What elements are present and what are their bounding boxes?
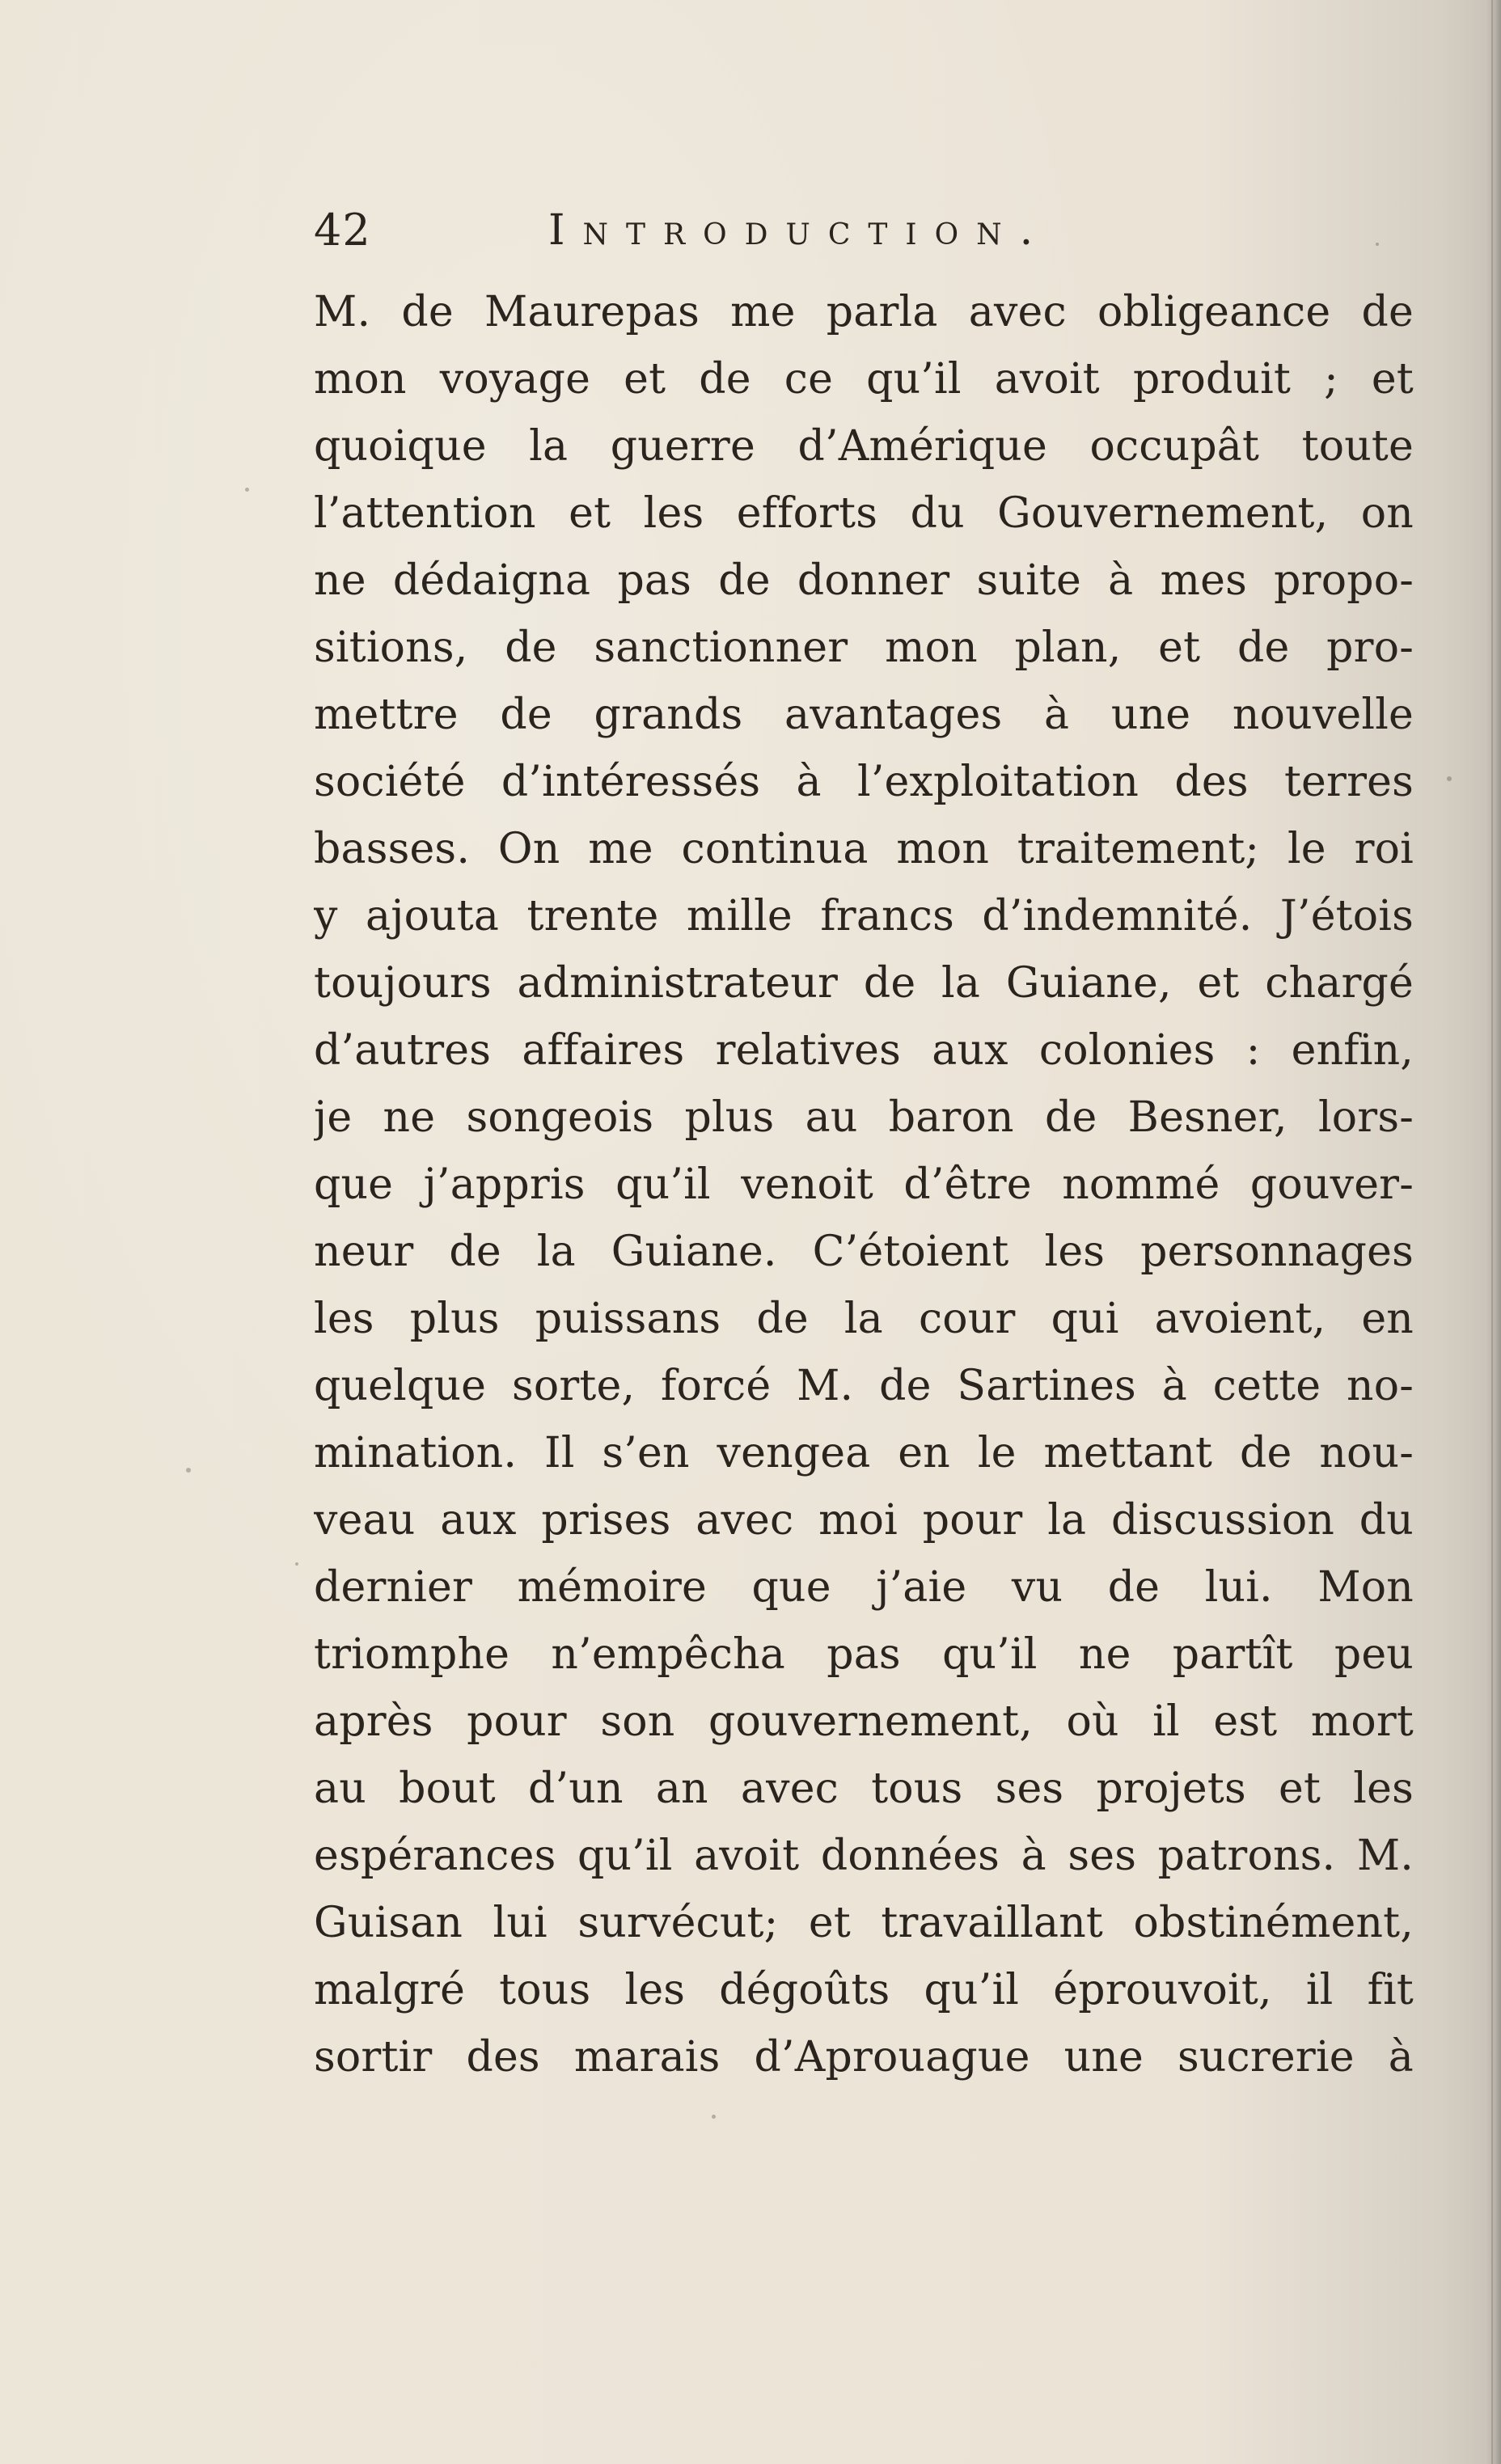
text-line: je ne songeois plus au baron de Besner, lors- [314, 1093, 1414, 1142]
text-line: quoique la guerre d’Amérique occupât toute [314, 422, 1414, 471]
text-line: basses. On me continua mon traitement; le roi [314, 825, 1414, 873]
text-line: veau aux prises avec moi pour la discussion du [314, 1496, 1414, 1545]
text-line: sitions, de sanctionner mon plan, et de pro- [314, 623, 1414, 672]
text-line: y ajouta trente mille francs d’indemnité. J’étois [314, 892, 1414, 940]
text-line: dernier mémoire que j’aie vu de lui. Mon [314, 1563, 1414, 1612]
paper-speck [712, 2115, 716, 2119]
text-line: que j’appris qu’il venoit d’être nommé gouver- [314, 1160, 1414, 1209]
text-line: sortir des marais d’Aprouague une sucrerie à [314, 2033, 1414, 2082]
text-line: Guisan lui survécut; et travaillant obstinément, [314, 1899, 1414, 1947]
text-line: espérances qu’il avoit données à ses patrons. M. [314, 1832, 1414, 1880]
page-number: 42 [314, 205, 371, 256]
running-head [314, 202, 1414, 259]
paper-speck [295, 1562, 298, 1566]
text-line: neur de la Guiane. C’étoient les personnages [314, 1228, 1414, 1276]
text-line: mettre de grands avantages à une nouvelle [314, 691, 1414, 739]
text-line: les plus puissans de la cour qui avoient, en [314, 1295, 1414, 1343]
text-line: société d’intéressés à l’exploitation des terres [314, 758, 1414, 806]
text-line: au bout d’un an avec tous ses projets et les [314, 1765, 1414, 1813]
text-line: l’attention et les efforts du Gouvernement, on [314, 489, 1414, 538]
text-line: quelque sorte, forcé M. de Sartines à cette no- [314, 1362, 1414, 1410]
paper-speck [1447, 776, 1452, 781]
text-line: triomphe n’empêcha pas qu’il ne partît peu [314, 1630, 1414, 1679]
paper-speck [186, 1468, 191, 1473]
text-line: toujours administrateur de la Guiane, et chargé [314, 959, 1414, 1008]
text-line: mon voyage et de ce qu’il avoit produit ; et [314, 355, 1414, 404]
page-edge-line [1491, 0, 1493, 2464]
text-line: mination. Il s’en vengea en le mettant de nou- [314, 1429, 1414, 1477]
paper-speck [245, 488, 249, 492]
text-line: d’autres affaires relatives aux colonies : enfin, [314, 1026, 1414, 1075]
text-line: ne dédaigna pas de donner suite à mes propo- [314, 556, 1414, 605]
running-title: Introduction. [548, 206, 1051, 255]
text-line: après pour son gouvernement, où il est mort [314, 1697, 1414, 1746]
page-edge-shadow [1486, 0, 1501, 2464]
paper-speck [1376, 243, 1379, 246]
body-paragraph [314, 279, 1414, 2091]
text-line: M. de Maurepas me parla avec obligeance de [314, 288, 1414, 336]
text-line: malgré tous les dégoûts qu’il éprouvoit, il fit [314, 1966, 1414, 2014]
